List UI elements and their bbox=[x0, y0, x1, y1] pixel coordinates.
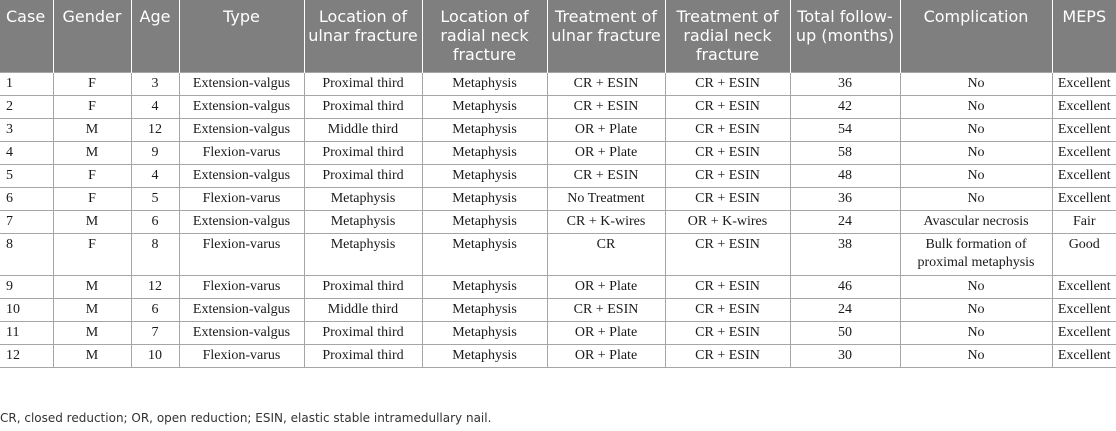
table-row bbox=[0, 95, 1116, 118]
cell-complication: No bbox=[900, 118, 1052, 141]
cell-ulnar-treatment: OR + Plate bbox=[547, 275, 665, 298]
cell-gender: F bbox=[53, 187, 131, 210]
cell-radial-location: Metaphysis bbox=[422, 118, 547, 141]
table-row bbox=[0, 118, 1116, 141]
cell-radial-treatment: CR + ESIN bbox=[665, 275, 790, 298]
cell-age: 4 bbox=[131, 95, 179, 118]
cell-type: Flexion-varus bbox=[179, 233, 304, 275]
cell-gender: M bbox=[53, 210, 131, 233]
cell-complication: No bbox=[900, 187, 1052, 210]
cell-age: 7 bbox=[131, 321, 179, 344]
cell-follow-up: 58 bbox=[790, 141, 900, 164]
cell-ulnar-location: Metaphysis bbox=[304, 233, 422, 275]
cell-radial-treatment: CR + ESIN bbox=[665, 141, 790, 164]
cell-ulnar-treatment: No Treatment bbox=[547, 187, 665, 210]
col-header-meps: MEPS bbox=[1052, 0, 1116, 72]
cell-meps: Excellent bbox=[1052, 118, 1116, 141]
cell-ulnar-location: Metaphysis bbox=[304, 210, 422, 233]
cell-age: 12 bbox=[131, 118, 179, 141]
cell-meps: Excellent bbox=[1052, 298, 1116, 321]
cell-ulnar-treatment: CR + ESIN bbox=[547, 164, 665, 187]
cell-case: 3 bbox=[0, 118, 53, 141]
cell-complication: No bbox=[900, 164, 1052, 187]
cell-case: 4 bbox=[0, 141, 53, 164]
cell-follow-up: 36 bbox=[790, 72, 900, 95]
cell-radial-treatment: CR + ESIN bbox=[665, 298, 790, 321]
cell-radial-location: Metaphysis bbox=[422, 95, 547, 118]
cell-age: 5 bbox=[131, 187, 179, 210]
cell-complication: No bbox=[900, 344, 1052, 367]
table-header bbox=[0, 0, 1116, 72]
cell-radial-treatment: CR + ESIN bbox=[665, 95, 790, 118]
cell-case: 9 bbox=[0, 275, 53, 298]
col-header-ulnar-location: Location of ulnar fracture bbox=[304, 0, 422, 72]
cell-follow-up: 42 bbox=[790, 95, 900, 118]
cell-meps: Excellent bbox=[1052, 321, 1116, 344]
col-header-complication: Complication bbox=[900, 0, 1052, 72]
cell-age: 10 bbox=[131, 344, 179, 367]
cell-gender: F bbox=[53, 233, 131, 275]
cell-age: 4 bbox=[131, 164, 179, 187]
cell-ulnar-location: Middle third bbox=[304, 118, 422, 141]
cell-radial-treatment: CR + ESIN bbox=[665, 321, 790, 344]
cell-complication: No bbox=[900, 321, 1052, 344]
cell-type: Extension-valgus bbox=[179, 118, 304, 141]
cell-case: 10 bbox=[0, 298, 53, 321]
cell-meps: Excellent bbox=[1052, 72, 1116, 95]
table-row bbox=[0, 187, 1116, 210]
cell-gender: M bbox=[53, 321, 131, 344]
cell-type: Extension-valgus bbox=[179, 72, 304, 95]
cell-type: Flexion-varus bbox=[179, 344, 304, 367]
cell-type: Extension-valgus bbox=[179, 298, 304, 321]
table-row bbox=[0, 275, 1116, 298]
cell-ulnar-location: Proximal third bbox=[304, 164, 422, 187]
cell-complication: Avascular necrosis bbox=[900, 210, 1052, 233]
cell-follow-up: 54 bbox=[790, 118, 900, 141]
col-header-follow-up: Total follow-up (months) bbox=[790, 0, 900, 72]
cell-case: 6 bbox=[0, 187, 53, 210]
col-header-age: Age bbox=[131, 0, 179, 72]
cell-type: Flexion-varus bbox=[179, 187, 304, 210]
cell-ulnar-treatment: OR + Plate bbox=[547, 344, 665, 367]
cell-age: 6 bbox=[131, 298, 179, 321]
cell-gender: F bbox=[53, 95, 131, 118]
cell-meps: Excellent bbox=[1052, 275, 1116, 298]
cell-case: 8 bbox=[0, 233, 53, 275]
cell-meps: Excellent bbox=[1052, 344, 1116, 367]
cell-case: 1 bbox=[0, 72, 53, 95]
col-header-radial-location: Location of radial neck fracture bbox=[422, 0, 547, 72]
cell-radial-location: Metaphysis bbox=[422, 210, 547, 233]
cell-complication: No bbox=[900, 141, 1052, 164]
cell-follow-up: 24 bbox=[790, 210, 900, 233]
cell-radial-treatment: CR + ESIN bbox=[665, 233, 790, 275]
cell-gender: F bbox=[53, 164, 131, 187]
cell-gender: M bbox=[53, 141, 131, 164]
cell-follow-up: 50 bbox=[790, 321, 900, 344]
cell-complication: No bbox=[900, 298, 1052, 321]
cell-age: 6 bbox=[131, 210, 179, 233]
cell-follow-up: 30 bbox=[790, 344, 900, 367]
table-row bbox=[0, 321, 1116, 344]
cell-gender: M bbox=[53, 344, 131, 367]
cell-gender: M bbox=[53, 298, 131, 321]
cell-radial-treatment: CR + ESIN bbox=[665, 187, 790, 210]
cell-age: 8 bbox=[131, 233, 179, 275]
col-header-type: Type bbox=[179, 0, 304, 72]
cell-ulnar-location: Proximal third bbox=[304, 95, 422, 118]
cell-radial-treatment: CR + ESIN bbox=[665, 164, 790, 187]
cell-meps: Good bbox=[1052, 233, 1116, 275]
cell-age: 3 bbox=[131, 72, 179, 95]
cell-ulnar-location: Proximal third bbox=[304, 275, 422, 298]
cell-radial-location: Metaphysis bbox=[422, 141, 547, 164]
col-header-gender: Gender bbox=[53, 0, 131, 72]
cell-case: 7 bbox=[0, 210, 53, 233]
cell-type: Extension-valgus bbox=[179, 95, 304, 118]
cell-follow-up: 24 bbox=[790, 298, 900, 321]
cell-ulnar-treatment: CR + ESIN bbox=[547, 298, 665, 321]
cell-complication: Bulk formation of proximal metaphysis bbox=[900, 233, 1052, 275]
cell-radial-location: Metaphysis bbox=[422, 72, 547, 95]
cell-complication: No bbox=[900, 72, 1052, 95]
table-row bbox=[0, 164, 1116, 187]
cell-age: 9 bbox=[131, 141, 179, 164]
cell-case: 2 bbox=[0, 95, 53, 118]
cell-ulnar-location: Middle third bbox=[304, 298, 422, 321]
cell-meps: Fair bbox=[1052, 210, 1116, 233]
cell-ulnar-treatment: CR + ESIN bbox=[547, 95, 665, 118]
cell-meps: Excellent bbox=[1052, 187, 1116, 210]
table-row bbox=[0, 344, 1116, 367]
cell-radial-location: Metaphysis bbox=[422, 298, 547, 321]
cell-case: 5 bbox=[0, 164, 53, 187]
table-row bbox=[0, 233, 1116, 275]
cell-age: 12 bbox=[131, 275, 179, 298]
cell-ulnar-treatment: CR bbox=[547, 233, 665, 275]
cell-follow-up: 38 bbox=[790, 233, 900, 275]
cell-ulnar-treatment: CR + K-wires bbox=[547, 210, 665, 233]
cell-case: 12 bbox=[0, 344, 53, 367]
cell-ulnar-treatment: CR + ESIN bbox=[547, 72, 665, 95]
col-header-ulnar-treatment: Treatment of ulnar fracture bbox=[547, 0, 665, 72]
cell-radial-treatment: CR + ESIN bbox=[665, 118, 790, 141]
cell-radial-location: Metaphysis bbox=[422, 187, 547, 210]
cell-type: Flexion-varus bbox=[179, 141, 304, 164]
cell-case: 11 bbox=[0, 321, 53, 344]
cell-ulnar-location: Proximal third bbox=[304, 321, 422, 344]
cell-complication: No bbox=[900, 275, 1052, 298]
cell-follow-up: 46 bbox=[790, 275, 900, 298]
cell-ulnar-treatment: OR + Plate bbox=[547, 321, 665, 344]
cell-follow-up: 36 bbox=[790, 187, 900, 210]
table-row bbox=[0, 141, 1116, 164]
cell-ulnar-location: Proximal third bbox=[304, 141, 422, 164]
cell-type: Flexion-varus bbox=[179, 275, 304, 298]
cell-radial-location: Metaphysis bbox=[422, 233, 547, 275]
table-row bbox=[0, 210, 1116, 233]
cell-radial-location: Metaphysis bbox=[422, 321, 547, 344]
cell-meps: Excellent bbox=[1052, 141, 1116, 164]
cell-gender: F bbox=[53, 72, 131, 95]
cell-type: Extension-valgus bbox=[179, 321, 304, 344]
cell-radial-location: Metaphysis bbox=[422, 164, 547, 187]
cell-complication: No bbox=[900, 95, 1052, 118]
cell-meps: Excellent bbox=[1052, 95, 1116, 118]
cell-ulnar-location: Proximal third bbox=[304, 344, 422, 367]
cell-gender: M bbox=[53, 275, 131, 298]
col-header-radial-treatment: Treatment of radial neck fracture bbox=[665, 0, 790, 72]
cell-radial-treatment: OR + K-wires bbox=[665, 210, 790, 233]
cell-meps: Excellent bbox=[1052, 164, 1116, 187]
table-row bbox=[0, 72, 1116, 95]
cell-ulnar-treatment: OR + Plate bbox=[547, 141, 665, 164]
cell-ulnar-location: Metaphysis bbox=[304, 187, 422, 210]
cell-type: Extension-valgus bbox=[179, 210, 304, 233]
col-header-case: Case bbox=[0, 0, 53, 72]
cell-ulnar-treatment: OR + Plate bbox=[547, 118, 665, 141]
cell-follow-up: 48 bbox=[790, 164, 900, 187]
header-row bbox=[0, 0, 1116, 72]
cell-radial-treatment: CR + ESIN bbox=[665, 344, 790, 367]
table-body bbox=[0, 72, 1116, 367]
cell-gender: M bbox=[53, 118, 131, 141]
cell-radial-location: Metaphysis bbox=[422, 344, 547, 367]
cell-ulnar-location: Proximal third bbox=[304, 72, 422, 95]
cell-radial-location: Metaphysis bbox=[422, 275, 547, 298]
table-row bbox=[0, 298, 1116, 321]
cell-type: Extension-valgus bbox=[179, 164, 304, 187]
cell-radial-treatment: CR + ESIN bbox=[665, 72, 790, 95]
table-footnote: CR, closed reduction; OR, open reduction; ESIN, elastic stable intramedullary nail. bbox=[0, 411, 492, 425]
